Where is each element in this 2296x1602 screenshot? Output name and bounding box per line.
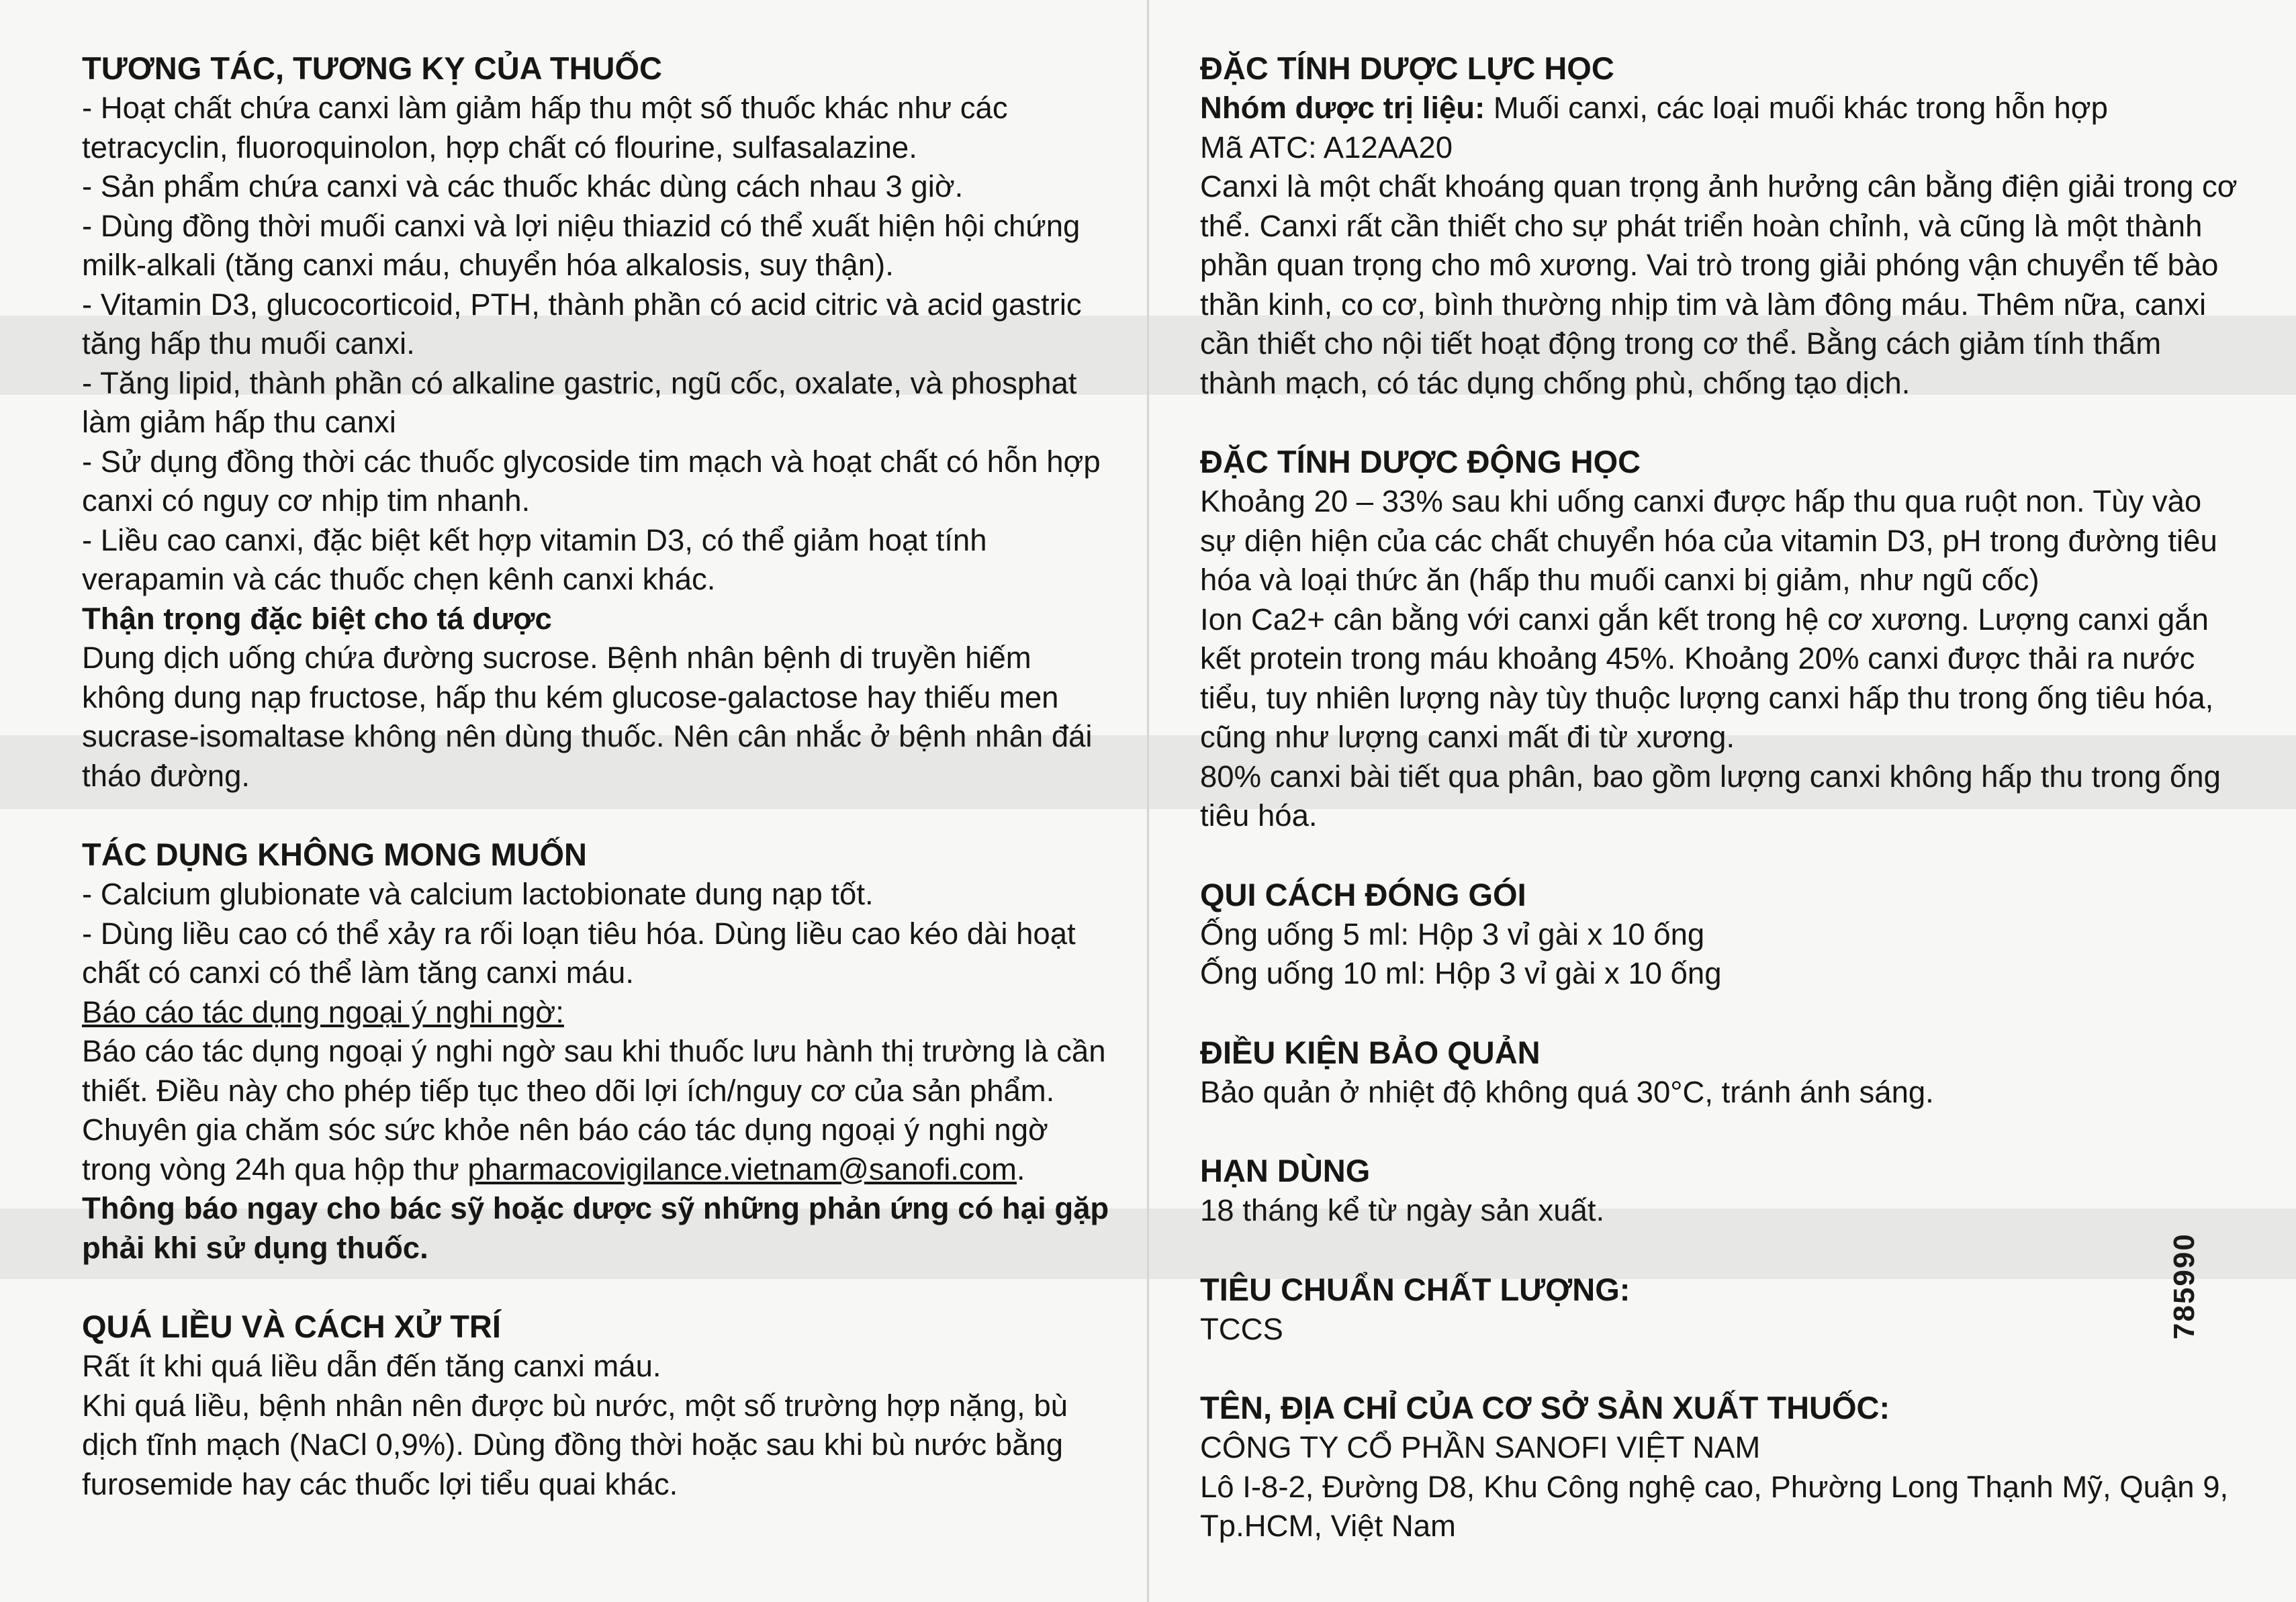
- pharmacokinetics-heading: ĐẶC TÍNH DƯỢC ĐỘNG HỌC: [1200, 444, 1641, 479]
- therapeutic-group: [1200, 89, 2238, 128]
- therapeutic-group-value: Muối canxi, các loại muối khác trong hỗn hợp: [1485, 91, 2108, 125]
- interactions-item: - Sử dụng đồng thời các thuốc glycoside tim mạch và hoạt chất có hỗn hợp canxi có nguy cơ nhịp tim nhanh.: [82, 444, 1101, 518]
- report-end: .: [1016, 1151, 1025, 1186]
- adverse-effects-heading: TÁC DỤNG KHÔNG MONG MUỐN: [82, 837, 587, 872]
- packaging-item: Ống uống 10 ml: Hộp 3 vỉ gài x 10 ống: [1200, 956, 1722, 990]
- pharmacokinetics-paragraph: 80% canxi bài tiết qua phân, bao gồm lượng canxi không hấp thu trong ống tiêu hóa.: [1200, 759, 2221, 833]
- pharmacokinetics-paragraph: Ion Ca2+ cân bằng với canxi gắn kết trong hệ cơ xương. Lượng canxi gắn kết protein trong máu khoảng 45%. Khoảng 20% canxi được thải ra nước tiểu, tuy nhiên lượng này tùy thuộc lượng canxi hấp thu trong ống tiêu hóa, cũng như lượng canxi mất đi từ xương.: [1200, 602, 2214, 754]
- caution-text: Dung dịch uống chứa đường sucrose. Bệnh nhân bệnh di truyền hiếm không dung nạp fructose, hấp thu kém glucose-galactose hay thiếu men sucrase-isomaltase không nên dùng thuốc. Nên cân nhắc ở bệnh nhân đái tháo đường.: [82, 641, 1093, 793]
- adverse-item: - Dùng liều cao có thể xảy ra rối loạn tiêu hóa. Dùng liều cao kéo dài hoạt chất có canxi có thể làm tăng canxi máu.: [82, 916, 1076, 990]
- manufacturer-name: CÔNG TY CỔ PHẦN SANOFI VIỆT NAM: [1200, 1430, 1761, 1464]
- interactions-item: - Dùng đồng thời muối canxi và lợi niệu thiazid có thể xuất hiện hội chứng milk-alkali (tăng canxi máu, chuyển hóa alkalosis, suy thận).: [82, 208, 1081, 282]
- report-email-link[interactable]: pharmacovigilance.vietnam@sanofi.com: [467, 1151, 1017, 1186]
- pharmacodynamics-heading: ĐẶC TÍNH DƯỢC LỰC HỌC: [1200, 50, 1614, 86]
- center-fold-line: [1147, 0, 1149, 1602]
- quality-standard-text: TCCS: [1200, 1311, 1283, 1346]
- caution-subheading: Thận trọng đặc biệt cho tá dược: [82, 601, 552, 636]
- pharmacokinetics-paragraph: Khoảng 20 – 33% sau khi uống canxi được hấp thu qua ruột non. Tùy vào sự diện hiện của các chất chuyển hóa của vitamin D3, pH trong đường tiêu hóa và loại thức ăn (hấp thu muối canxi bị giảm, như ngũ cốc): [1200, 484, 2217, 597]
- storage-text: Bảo quản ở nhiệt độ không quá 30°C, tránh ánh sáng.: [1200, 1074, 1934, 1109]
- pharmacodynamics-text: Canxi là một chất khoáng quan trọng ảnh hưởng cân bằng điện giải trong cơ thể. Canxi rất cần thiết cho sự phát triển hoàn chỉnh, và cũng là một thành phần quan trọng cho mô xương. Vai trò trong giải phóng vận chuyển tế bào thần kinh, co cơ, bình thường nhịp tim và làm đông máu. Thêm nữa, canxi cần thiết cho nội tiết hoạt động trong cơ thể. Bằng cách giảm tính thấm thành mạch, có tác dụng chống phù, chống tạo dịch.: [1200, 169, 2238, 400]
- packaging-item: Ống uống 5 ml: Hộp 3 vỉ gài x 10 ống: [1200, 916, 1705, 951]
- overdose-item: Khi quá liều, bệnh nhân nên được bù nước, một số trường hợp nặng, bù dịch tĩnh mạch (NaCl 0,9%). Dùng đồng thời hoặc sau khi bù nước bằng furosemide hay các thuốc lợi tiểu quai khác.: [82, 1388, 1068, 1501]
- adverse-item: - Calcium glubionate và calcium lactobionate dung nạp tốt.: [82, 877, 874, 911]
- manufacturer-address: Lô I-8-2, Đường D8, Khu Công nghệ cao, Phường Long Thạnh Mỹ, Quận 9, Tp.HCM, Việt Nam: [1200, 1469, 2229, 1543]
- right-column: [1200, 48, 2238, 1546]
- packaging-heading: QUI CÁCH ĐÓNG GÓI: [1200, 876, 1526, 912]
- storage-heading: ĐIỀU KIỆN BẢO QUẢN: [1200, 1034, 1541, 1070]
- interactions-item: - Sản phẩm chứa canxi và các thuốc khác dùng cách nhau 3 giờ.: [82, 169, 964, 203]
- interactions-item: - Tăng lipid, thành phần có alkaline gastric, ngũ cốc, oxalate, và phosphat làm giảm hấp thu canxi: [82, 365, 1077, 439]
- notify-text: Thông báo ngay cho bác sỹ hoặc dược sỹ những phản ứng có hại gặp phải khi sử dụng thuốc.: [82, 1191, 1109, 1265]
- interactions-item: - Vitamin D3, glucocorticoid, PTH, thành phần có acid citric và acid gastric tăng hấp thu muối canxi.: [82, 287, 1082, 361]
- report-subheading: Báo cáo tác dụng ngoại ý nghi ngờ:: [82, 994, 564, 1029]
- shelf-life-text: 18 tháng kể từ ngày sản xuất.: [1200, 1193, 1605, 1227]
- interactions-list: [82, 89, 1116, 600]
- quality-standard-heading: TIÊU CHUẨN CHẤT LƯỢNG:: [1200, 1271, 1631, 1307]
- overdose-heading: QUÁ LIỀU VÀ CÁCH XỬ TRÍ: [82, 1309, 501, 1344]
- manufacturer-heading: TÊN, ĐỊA CHỈ CỦA CƠ SỞ SẢN XUẤT THUỐC:: [1200, 1390, 1890, 1425]
- therapeutic-group-label: Nhóm dược trị liệu:: [1200, 91, 1485, 125]
- report-text: Báo cáo tác dụng ngoại ý nghi ngờ sau khi thuốc lưu hành thị trường là cần thiết. Điều này cho phép tiếp tục theo dõi lợi ích/nguy cơ của sản phẩm. Chuyên gia chăm sóc sức khỏe nên báo cáo tác dụng ngoại ý nghi ngờ trong vòng 24h qua hộp thư: [82, 1034, 1106, 1186]
- shelf-life-heading: HẠN DÙNG: [1200, 1153, 1371, 1188]
- interactions-item: - Liều cao canxi, đặc biệt kết hợp vitamin D3, có thể giảm hoạt tính verapamin và các thuốc chẹn kênh canxi khác.: [82, 522, 987, 596]
- overdose-item: Rất ít khi quá liều dẫn đến tăng canxi máu.: [82, 1349, 661, 1383]
- interactions-heading: TƯƠNG TÁC, TƯƠNG KỴ CỦA THUỐC: [82, 50, 662, 86]
- document-code: 785990: [2168, 1233, 2201, 1339]
- interactions-item: - Hoạt chất chứa canxi làm giảm hấp thu một số thuốc khác như các tetracyclin, fluoroquinolon, hợp chất có flourine, sulfasalazine.: [82, 91, 1008, 164]
- left-column: [82, 48, 1116, 1504]
- atc-code: Mã ATC: A12AA20: [1200, 130, 1453, 164]
- report-paragraph: [82, 1032, 1116, 1189]
